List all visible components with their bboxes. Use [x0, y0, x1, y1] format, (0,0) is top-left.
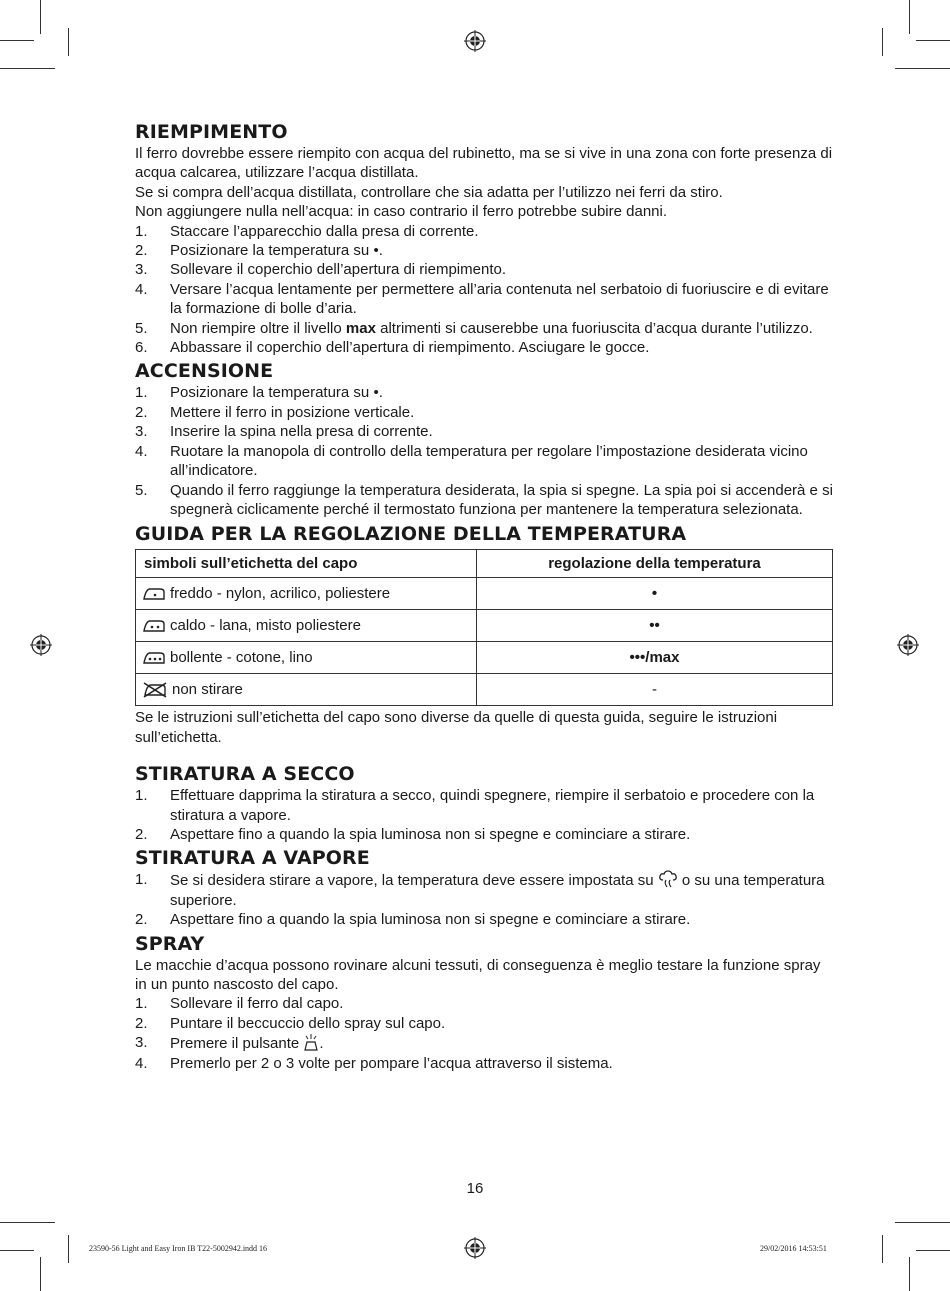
footer-file-name: 23590-56 Light and Easy Iron IB T22-5002942.indd 16 — [89, 1244, 268, 1253]
crop-mark — [0, 40, 34, 41]
step-number: 4. — [135, 1054, 148, 1072]
step-number: 5. — [135, 319, 148, 337]
list-item — [135, 222, 835, 241]
crop-mark — [916, 40, 950, 41]
step-text: Aspettare fino a quando la spia luminosa non si spegne e cominciare a stirare. — [170, 825, 691, 843]
table-cell-symbol — [136, 578, 477, 610]
table-row — [136, 642, 833, 674]
list-item — [135, 1054, 835, 1073]
step-text: Sollevare il coperchio dell’apertura di riempimento. — [170, 261, 506, 279]
footer-timestamp: 29/02/2016 14:53:51 — [760, 1244, 827, 1253]
temperature-table — [135, 549, 833, 706]
step-text: o su una temperatura superiore. — [170, 872, 825, 909]
step-number: 3. — [135, 423, 148, 441]
step-text: Se si desidera stirare a vapore, la temperatura deve essere impostata su — [170, 872, 658, 890]
step-text: Effettuare dapprima la stiratura a secco, quindi spegnere, riempire il serbatoio e procedere con la stiratura a vapore. — [170, 787, 815, 824]
step-number: 2. — [135, 242, 148, 260]
iron-crossed-icon — [142, 682, 168, 698]
step-text: Aspettare fino a quando la spia luminosa non si spegne e cominciare a stirare. — [170, 911, 691, 929]
step-text: Mettere il ferro in posizione verticale. — [170, 403, 415, 421]
step-text: Posizionare la temperatura su •. — [170, 384, 383, 402]
step-number: 2. — [135, 911, 148, 929]
paragraph: Non aggiungere nulla nell’acqua: in caso contrario il ferro potrebbe subire danni. — [135, 203, 668, 221]
table-cell-setting: •••/max — [477, 642, 833, 674]
steps-list-spray — [135, 994, 835, 1073]
list-item — [135, 403, 835, 422]
list-item — [135, 825, 835, 844]
step-number: 3. — [135, 261, 148, 279]
step-number: 4. — [135, 442, 148, 460]
table-cell-setting: - — [477, 674, 833, 706]
iron-two-dots-icon — [142, 619, 166, 633]
list-item — [135, 383, 835, 402]
paragraph: Se le istruzioni sull’etichetta del capo sono diverse da quelle di questa guida, seguire le istruzioni sull’etichetta. — [135, 709, 778, 746]
step-number: 1. — [135, 222, 148, 240]
step-text: Posizionare la temperatura su •. — [170, 242, 383, 260]
step-text: Inserire la spina nella presa di corrente. — [170, 423, 433, 441]
registration-mark-icon — [30, 634, 52, 656]
step-text: Abbassare il coperchio dell’apertura di riempimento. Asciugare le gocce. — [170, 339, 650, 357]
table-cell-setting: • — [477, 578, 833, 610]
registration-mark-icon — [897, 634, 919, 656]
page-number: 16 — [466, 1180, 484, 1197]
step-text: Puntare il beccuccio dello spray sul capo. — [170, 1014, 446, 1032]
list-item — [135, 910, 835, 929]
step-text: Non riempire oltre il livello — [170, 319, 346, 337]
crop-mark — [68, 28, 69, 56]
crop-mark — [916, 1250, 950, 1251]
steps-list-secco — [135, 786, 835, 844]
column-header-setting: regolazione della temperatura — [477, 550, 833, 578]
table-row — [136, 674, 833, 706]
section-title-guida: GUIDA PER LA REGOLAZIONE DELLA TEMPERATURA — [135, 523, 687, 546]
step-text: Premere il pulsante — [170, 1035, 304, 1053]
section-title-secco: STIRATURA A SECCO — [135, 763, 355, 786]
crop-mark — [882, 28, 883, 56]
steam-icon — [658, 870, 678, 888]
step-number: 2. — [135, 825, 148, 843]
table-cell-symbol — [136, 610, 477, 642]
crop-mark — [0, 68, 55, 69]
list-item — [135, 481, 835, 520]
step-number: 1. — [135, 995, 148, 1013]
fabric-label: non stirare — [172, 681, 243, 699]
crop-mark — [909, 0, 910, 34]
registration-mark-icon — [464, 30, 486, 52]
step-number: 1. — [135, 787, 148, 805]
steps-list-vapore — [135, 870, 835, 929]
list-item — [135, 1033, 835, 1053]
table-header-row — [136, 550, 833, 578]
list-item — [135, 422, 835, 441]
list-item — [135, 280, 835, 319]
step-number: 2. — [135, 1014, 148, 1032]
list-item — [135, 786, 835, 825]
step-text: Quando il ferro raggiunge la temperatura desiderata, la spia si spegne. La spia poi si accenderà e si spegnerà ciclicamente perché il termostato funziona per mantenere la temperatura selezionata. — [170, 481, 833, 518]
list-item — [135, 260, 835, 279]
spray-icon — [303, 1033, 319, 1051]
step-number: 4. — [135, 280, 148, 298]
list-item — [135, 241, 835, 260]
step-text: Sollevare il ferro dal capo. — [170, 995, 344, 1013]
step-text: Versare l’acqua lentamente per permettere all’aria contenuta nel serbatoio di fuoriuscire e di evitare la formazione di bolle d’aria. — [170, 280, 829, 318]
list-item — [135, 994, 835, 1013]
paragraph: Le macchie d’acqua possono rovinare alcuni tessuti, di conseguenza è meglio testare la funzione spray in un punto nascosto del capo. — [135, 956, 821, 993]
step-number: 1. — [135, 871, 148, 889]
section-title-vapore: STIRATURA A VAPORE — [135, 847, 370, 870]
step-text: Staccare l’apparecchio dalla presa di corrente. — [170, 222, 479, 240]
step-text: altrimenti si causerebbe una fuoriuscita d’acqua durante l’utilizzo. — [375, 319, 813, 337]
crop-mark — [40, 1257, 41, 1291]
list-item — [135, 870, 835, 910]
step-number: 3. — [135, 1034, 148, 1052]
list-item — [135, 442, 835, 481]
step-text: . — [319, 1035, 324, 1053]
column-header-symbols: simboli sull’etichetta del capo — [136, 550, 477, 578]
main-content — [135, 120, 835, 1073]
steps-list-accensione — [135, 383, 835, 519]
registration-mark-icon — [464, 1237, 486, 1259]
crop-mark — [895, 68, 950, 69]
crop-mark — [40, 0, 41, 34]
crop-mark — [895, 1222, 950, 1223]
table-cell-symbol — [136, 642, 477, 674]
step-text: Ruotare la manopola di controllo della temperatura per regolare l’impostazione desiderata vicino all’indicatore. — [170, 442, 808, 480]
fabric-label: freddo - nylon, acrilico, poliestere — [170, 585, 391, 603]
fabric-label: caldo - lana, misto poliestere — [170, 617, 361, 635]
step-text: Premerlo per 2 o 3 volte per pompare l’acqua attraverso il sistema. — [170, 1054, 613, 1072]
section-title-accensione: ACCENSIONE — [135, 360, 274, 383]
crop-mark — [68, 1235, 69, 1263]
list-item — [135, 1014, 835, 1033]
table-cell-setting: •• — [477, 610, 833, 642]
steps-list-riempimento — [135, 222, 835, 358]
step-number: 2. — [135, 403, 148, 421]
paragraph: Il ferro dovrebbe essere riempito con acqua del rubinetto, ma se si vive in una zona con forte presenza di acqua calcarea, utilizzare l’acqua distillata. — [135, 145, 833, 182]
list-item — [135, 338, 835, 357]
table-row — [136, 610, 833, 642]
iron-three-dots-icon — [142, 651, 166, 665]
section-title-spray: SPRAY — [135, 932, 205, 955]
table-row — [136, 578, 833, 610]
table-cell-symbol — [136, 674, 477, 706]
crop-mark — [882, 1235, 883, 1263]
step-number: 1. — [135, 384, 148, 402]
crop-mark — [0, 1250, 34, 1251]
list-item — [135, 319, 835, 338]
step-number: 5. — [135, 481, 148, 499]
section-title-riempimento: RIEMPIMENTO — [135, 121, 288, 143]
crop-mark — [0, 1222, 55, 1223]
iron-one-dot-icon — [142, 587, 166, 601]
step-bold-max: max — [345, 319, 376, 337]
fabric-label: bollente - cotone, lino — [170, 649, 313, 667]
step-number: 6. — [135, 339, 148, 357]
paragraph: Se si compra dell’acqua distillata, controllare che sia adatta per l’utilizzo nei ferri da stiro. — [135, 183, 723, 201]
crop-mark — [909, 1257, 910, 1291]
